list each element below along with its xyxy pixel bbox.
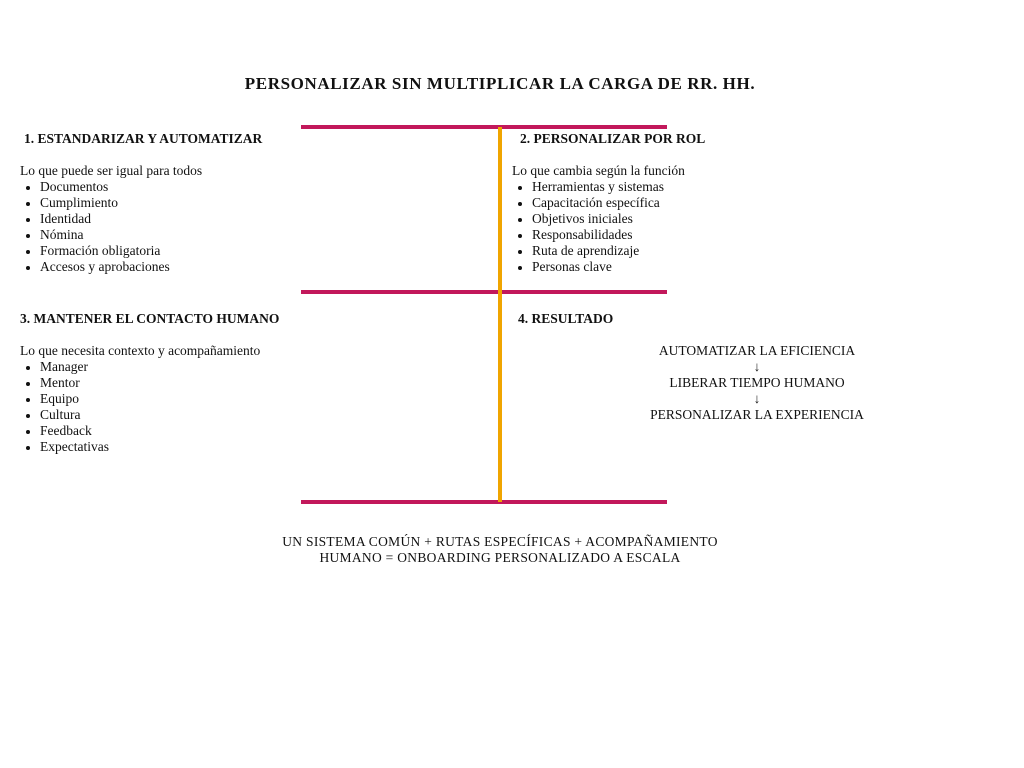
list-item: Feedback: [40, 423, 279, 439]
section-standardize: [20, 131, 262, 275]
down-arrow-icon: ↓: [753, 359, 761, 374]
list-item: Mentor: [40, 375, 279, 391]
flow-step: LIBERAR TIEMPO HUMANO: [669, 375, 845, 390]
section-human-contact: [20, 311, 279, 455]
list-item: Accesos y aprobaciones: [40, 259, 262, 275]
list-item: Responsabilidades: [532, 227, 705, 243]
list-item: Ruta de aprendizaje: [532, 243, 705, 259]
list-item: Nómina: [40, 227, 262, 243]
flow-step: PERSONALIZAR LA EXPERIENCIA: [650, 407, 864, 422]
section-heading: 3. MANTENER EL CONTACTO HUMANO: [20, 311, 280, 326]
list-item: Documentos: [40, 179, 262, 195]
bullet-list: [512, 179, 705, 275]
list-item: Cultura: [40, 407, 279, 423]
list-item: Personas clave: [532, 259, 705, 275]
list-item: Manager: [40, 359, 279, 375]
result-flow: [617, 343, 897, 423]
page-title: PERSONALIZAR SIN MULTIPLICAR LA CARGA DE RR. HH.: [244, 74, 756, 93]
flow-step: AUTOMATIZAR LA EFICIENCIA: [658, 343, 856, 358]
down-arrow-icon: ↓: [753, 391, 761, 406]
list-item: Expectativas: [40, 439, 279, 455]
list-item: Formación obligatoria: [40, 243, 262, 259]
summary-footer: [0, 534, 1000, 566]
list-item: Objetivos iniciales: [532, 211, 705, 227]
middle-divider-line: [301, 290, 667, 294]
list-item: Identidad: [40, 211, 262, 227]
section-subtitle: Lo que cambia según la función: [512, 163, 685, 178]
footer-line: UN SISTEMA COMÚN + RUTAS ESPECÍFICAS + ACOMPAÑAMIENTO: [282, 534, 718, 549]
section-heading: 1. ESTANDARIZAR Y AUTOMATIZAR: [24, 131, 263, 146]
footer-line: HUMANO = ONBOARDING PERSONALIZADO A ESCALA: [319, 550, 681, 565]
vertical-divider-line: [498, 127, 502, 502]
section-subtitle: Lo que necesita contexto y acompañamiento: [20, 343, 261, 358]
bullet-list: [20, 359, 279, 455]
section-personalize-by-role: [512, 131, 705, 275]
list-item: Equipo: [40, 391, 279, 407]
section-subtitle: Lo que puede ser igual para todos: [20, 163, 203, 178]
list-item: Capacitación específica: [532, 195, 705, 211]
bullet-list: [20, 179, 262, 275]
list-item: Cumplimiento: [40, 195, 262, 211]
section-heading: 4. RESULTADO: [518, 311, 614, 326]
section-heading: 2. PERSONALIZAR POR ROL: [520, 131, 706, 146]
list-item: Herramientas y sistemas: [532, 179, 705, 195]
top-divider-line: [301, 125, 667, 129]
section-result: [518, 311, 613, 343]
bottom-divider-line: [301, 500, 667, 504]
